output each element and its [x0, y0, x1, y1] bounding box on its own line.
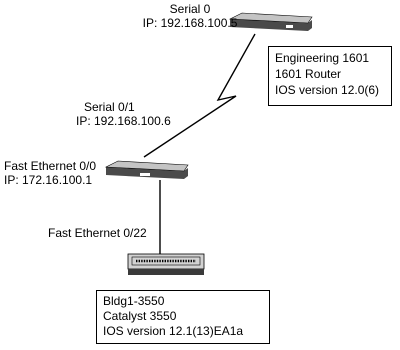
router-top-ios-version: IOS version 12.0(6): [275, 83, 380, 97]
router-bottom-serial-name: Serial 0/1: [84, 100, 135, 114]
router-bottom-ethernet-label: [4, 159, 96, 187]
switch-port-label: Fast Ethernet 0/22: [48, 226, 147, 240]
router-top-interface-label: [130, 2, 250, 30]
router-top-model: 1601 Router: [275, 67, 342, 81]
switch-info-box: [96, 290, 270, 344]
router-icon: [104, 158, 190, 182]
switch-model: Catalyst 3550: [103, 309, 177, 323]
router-bottom-ethernet-ip: IP: 172.16.100.1: [4, 173, 93, 187]
switch-icon: [126, 252, 206, 276]
router-top-serial-label: Serial 0: [169, 2, 211, 16]
router-top-ip-label: IP: 192.168.100.5: [142, 16, 238, 30]
router-bottom-serial-label: [76, 100, 171, 128]
router-bottom-ethernet-name: Fast Ethernet 0/0: [4, 159, 97, 173]
serial-link: [144, 34, 255, 157]
switch-ios-version: IOS version 12.1(13)EA1a: [103, 324, 244, 338]
router-bottom-serial-ip: IP: 192.168.100.6: [76, 114, 171, 128]
switch-hostname: Bldg1-3550: [103, 294, 165, 308]
router-top-hostname: Engineering 1601: [275, 51, 370, 65]
router-top-info-box: [268, 46, 392, 106]
